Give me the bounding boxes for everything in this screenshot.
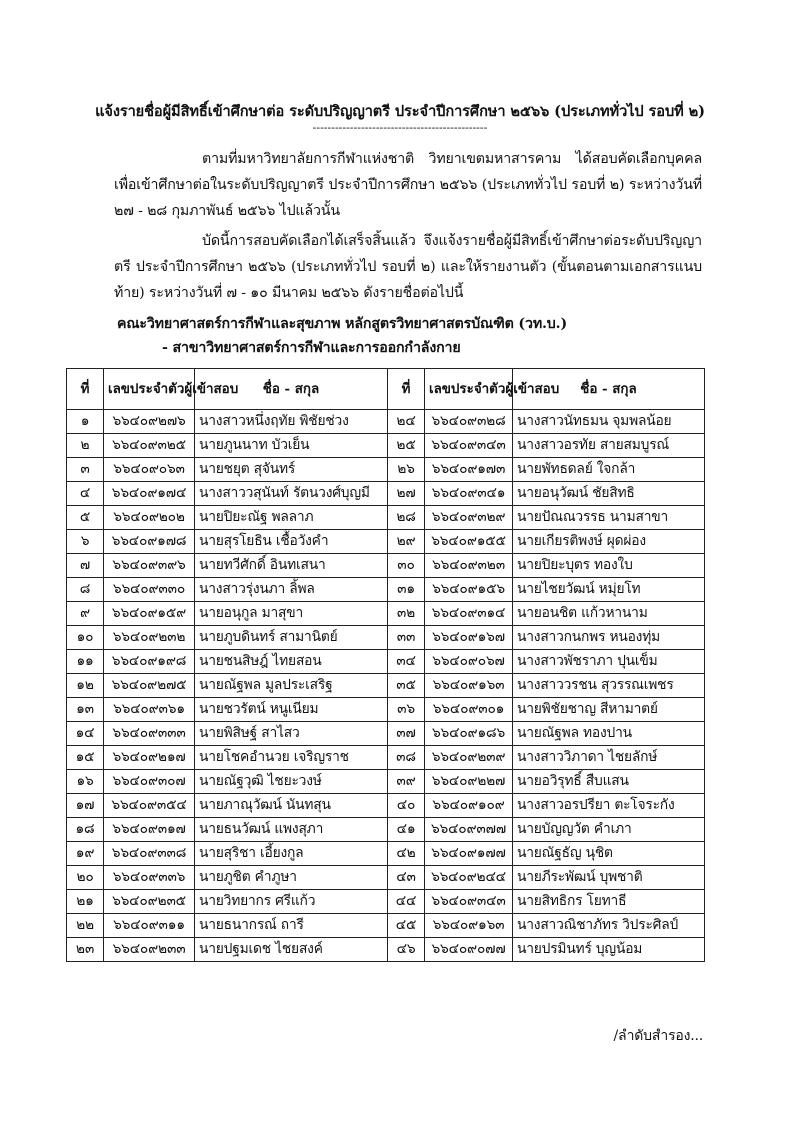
candidate-name-cell: นางสาวรุ่งนภา ลิ้พล <box>195 578 388 602</box>
exam-id-cell: ๖๖๔๐๙๓๓๓ <box>104 722 195 746</box>
row-number-cell: ๓ <box>67 458 104 482</box>
intro-paragraph-text: ตามที่มหาวิทยาลัยการกีฬาแห่งชาติ วิทยาเขตมหาสารคาม ได้สอบคัดเลือกบุคคลเพื่อเข้าศึกษาต่อในระดับปริญญาตรี ประจำปีการศึกษา ๒๕๖๖ (ประเภททั่วไป รอบที่ ๒) ระหว่างวันที่ ๒๗ - ๒๘ กุมภาพันธ์ ๒๕๖๖ ไปแล้วนั้น <box>114 151 702 219</box>
exam-id-cell: ๖๖๔๐๙๑๕๙ <box>104 602 195 626</box>
candidate-name-cell: นายโชคอำนวย เจริญราช <box>195 746 388 770</box>
exam-id-cell: ๖๖๔๐๙๓๐๑ <box>425 698 513 722</box>
row-number-cell: ๗ <box>67 554 104 578</box>
row-number-cell: ๔ <box>67 482 104 506</box>
candidate-name-cell: นายอวิรุทธิ์ สืบแสน <box>513 770 705 794</box>
candidate-name-cell: นายปิยะณัฐ พลลาภ <box>195 506 388 530</box>
exam-id-cell: ๖๖๔๐๙๑๕๕ <box>425 530 513 554</box>
table-row <box>67 410 705 434</box>
candidate-name-cell: นายสิทธิกร โยทาธี <box>513 890 705 914</box>
row-number-cell: ๑๒ <box>67 674 104 698</box>
row-number-cell: ๘ <box>67 578 104 602</box>
exam-id-cell: ๖๖๔๐๙๒๗๕ <box>104 674 195 698</box>
row-number-cell: ๒ <box>67 434 104 458</box>
candidate-name-cell: นายปรมินทร์ บุญน้อม <box>513 938 705 962</box>
exam-id-cell: ๖๖๔๐๙๓๗๗ <box>425 818 513 842</box>
continued-note: /ลำดับสำรอง... <box>613 1028 703 1044</box>
row-number-cell: ๓๘ <box>388 746 425 770</box>
table-row <box>67 434 705 458</box>
exam-id-cell: ๖๖๔๐๙๑๗๘ <box>104 530 195 554</box>
candidate-name-cell: นายสุริชา เอี้ยงกูล <box>195 842 388 866</box>
exam-id-cell: ๖๖๔๐๙๑๖๗ <box>425 626 513 650</box>
exam-id-cell: ๖๖๔๐๙๓๕๔ <box>104 794 195 818</box>
table-row <box>67 578 705 602</box>
row-number-cell: ๑๗ <box>67 794 104 818</box>
candidate-name-cell: นายณัฐธัญ นุชิต <box>513 842 705 866</box>
document-title: แจ้งรายชื่อผู้มีสิทธิ์เข้าศึกษาต่อ ระดับปริญญาตรี ประจำปีการศึกษา ๒๕๖๖ (ประเภททั่วไป รอบที่ ๒) <box>95 103 705 120</box>
row-number-cell: ๔๐ <box>388 794 425 818</box>
title-separator: ----------------------------------------------- <box>312 121 488 134</box>
exam-id-cell: ๖๖๔๐๙๑๐๙ <box>425 794 513 818</box>
exam-id-cell: ๖๖๔๐๙๑๗๓ <box>425 458 513 482</box>
row-number-cell: ๒๙ <box>388 530 425 554</box>
candidate-table <box>66 368 705 962</box>
intro-paragraph <box>114 146 702 224</box>
table-row <box>67 722 705 746</box>
row-number-cell: ๔๔ <box>388 890 425 914</box>
candidate-name-cell: นางสาวพัชราภา ปุนเข็ม <box>513 650 705 674</box>
exam-id-cell: ๖๖๔๐๙๑๖๓ <box>425 674 513 698</box>
table-row <box>67 506 705 530</box>
candidate-name-cell: นางสาวอรทัย สายสมบูรณ์ <box>513 434 705 458</box>
exam-id-cell: ๖๖๔๐๙๓๐๗ <box>104 770 195 794</box>
candidate-name-cell: นายณัฐวุฒิ ไชยะวงษ์ <box>195 770 388 794</box>
candidate-name-cell: นายทวีศักดิ์ อินทเสนา <box>195 554 388 578</box>
row-number-cell: ๑๔ <box>67 722 104 746</box>
exam-id-cell: ๖๖๔๐๙๒๓๙ <box>425 746 513 770</box>
table-row <box>67 602 705 626</box>
candidate-name-cell: นายภูนนาท บัวเย็น <box>195 434 388 458</box>
row-number-cell: ๒๔ <box>388 410 425 434</box>
announcement-paragraph <box>114 228 702 306</box>
table-row <box>67 530 705 554</box>
major-heading: - สาขาวิทยาศาสตร์การกีฬาและการออกกำลังกาย <box>162 340 461 356</box>
exam-id-cell: ๖๖๔๐๙๓๓๘ <box>104 842 195 866</box>
candidate-name-cell: นายภูบดินทร์ สามานิตย์ <box>195 626 388 650</box>
exam-id-cell: ๖๖๔๐๙๐๖๗ <box>425 650 513 674</box>
table-row <box>67 818 705 842</box>
candidate-name-cell: นายบัญญวัต คำเภา <box>513 818 705 842</box>
exam-id-cell: ๖๖๔๐๙๓๖๑ <box>104 698 195 722</box>
row-number-cell: ๒๘ <box>388 506 425 530</box>
row-number-cell: ๑๘ <box>67 818 104 842</box>
table-header-row <box>67 369 705 410</box>
exam-id-cell: ๖๖๔๐๙๐๖๓ <box>104 458 195 482</box>
exam-id-cell: ๖๖๔๐๙๑๗๔ <box>104 482 195 506</box>
row-number-cell: ๔๒ <box>388 842 425 866</box>
candidate-name-cell: นายวิทยากร ศรีแก้ว <box>195 890 388 914</box>
exam-id-cell: ๖๖๔๐๙๓๑๔ <box>425 602 513 626</box>
row-number-cell: ๒๕ <box>388 434 425 458</box>
exam-id-cell: ๖๖๔๐๙๑๘๖ <box>425 722 513 746</box>
exam-id-cell: ๖๖๔๐๙๒๓๓ <box>104 938 195 962</box>
candidate-name-cell: นายภีระพัฒน์ บุพชาติ <box>513 866 705 890</box>
exam-id-cell: ๖๖๔๐๙๓๙๖ <box>104 554 195 578</box>
row-number-cell: ๒๑ <box>67 890 104 914</box>
candidate-name-cell: นายปฐมเดช ไชยสงค์ <box>195 938 388 962</box>
table-row <box>67 842 705 866</box>
candidate-name-cell: นายธนากรณ์ ถารี <box>195 914 388 938</box>
row-number-cell: ๒๗ <box>388 482 425 506</box>
candidate-name-cell: นายพัทธดลย์ ใจกล้า <box>513 458 705 482</box>
table-row <box>67 650 705 674</box>
candidate-name-cell: นางสาววสุนันท์ รัตนวงศ์บุญมี <box>195 482 388 506</box>
candidate-name-cell: นายปัณณวรรธ นามสาขา <box>513 506 705 530</box>
row-number-cell: ๑๕ <box>67 746 104 770</box>
exam-id-cell: ๖๖๔๐๙๐๗๗ <box>425 938 513 962</box>
row-number-cell: ๒๖ <box>388 458 425 482</box>
candidate-name-cell: นายธนวัฒน์ แพงสุภา <box>195 818 388 842</box>
faculty-heading: คณะวิทยาศาสตร์การกีฬาและสุขภาพ หลักสูตรวิทยาศาสตรบัณฑิต (วท.บ.) <box>117 316 568 332</box>
row-number-cell: ๓๙ <box>388 770 425 794</box>
row-number-cell: ๑๓ <box>67 698 104 722</box>
table-row <box>67 746 705 770</box>
row-number-cell: ๓๒ <box>388 602 425 626</box>
header-id-right: เลขประจำตัวผู้เข้าสอบ <box>425 369 513 410</box>
candidate-name-cell: นางสาวกนกพร หนองทุ่ม <box>513 626 705 650</box>
exam-id-cell: ๖๖๔๐๙๒๗๖ <box>104 410 195 434</box>
row-number-cell: ๒๒ <box>67 914 104 938</box>
exam-id-cell: ๖๖๔๐๙๒๐๒ <box>104 506 195 530</box>
exam-id-cell: ๖๖๔๐๙๓๒๕ <box>104 434 195 458</box>
exam-id-cell: ๖๖๔๐๙๓๔๑ <box>425 482 513 506</box>
exam-id-cell: ๖๖๔๐๙๒๑๗ <box>104 746 195 770</box>
candidate-name-cell: นางสาววรชน สุวรรณเพชร <box>513 674 705 698</box>
candidate-name-cell: นายเกียรติพงษ์ ผุดผ่อง <box>513 530 705 554</box>
table-row <box>67 482 705 506</box>
row-number-cell: ๑ <box>67 410 104 434</box>
row-number-cell: ๖ <box>67 530 104 554</box>
row-number-cell: ๔๕ <box>388 914 425 938</box>
table-row <box>67 554 705 578</box>
row-number-cell: ๓๗ <box>388 722 425 746</box>
candidate-name-cell: นายพิสิษฐ์ สาไสว <box>195 722 388 746</box>
candidate-name-cell: นายอนชิต แก้วหานาม <box>513 602 705 626</box>
table-row <box>67 938 705 962</box>
table-row <box>67 914 705 938</box>
row-number-cell: ๑๐ <box>67 626 104 650</box>
table-row <box>67 458 705 482</box>
exam-id-cell: ๖๖๔๐๙๑๕๖ <box>425 578 513 602</box>
candidate-name-cell: นายปิยะบุตร ทองใบ <box>513 554 705 578</box>
table-row <box>67 626 705 650</box>
candidate-name-cell: นายณัฐพล ทองปาน <box>513 722 705 746</box>
candidate-name-cell: นางสาววิภาดา ไชยลักษ์ <box>513 746 705 770</box>
candidate-name-cell: นายอนุกูล มาสุขา <box>195 602 388 626</box>
exam-id-cell: ๖๖๔๐๙๓๓๖ <box>104 866 195 890</box>
exam-id-cell: ๖๖๔๐๙๓๔๓ <box>425 890 513 914</box>
announcement-paragraph-text: บัดนี้การสอบคัดเลือกได้เสร็จสิ้นแล้ว จึงแจ้งรายชื่อผู้มีสิทธิ์เข้าศึกษาต่อระดับปริญญาตรี ประจำปีการศึกษา ๒๕๖๖ (ประเภททั่วไป รอบที่ ๒) และให้รายงานตัว (ขั้นตอนตามเอกสารแนบท้าย) ระหว่างวันที่ ๗ - ๑๐ มีนาคม ๒๕๖๖ ดังรายชื่อต่อไปนี้ <box>114 233 702 301</box>
candidate-name-cell: นายชนสิษฎ์ ไทยสอน <box>195 650 388 674</box>
row-number-cell: ๒๐ <box>67 866 104 890</box>
row-number-cell: ๓๓ <box>388 626 425 650</box>
candidate-name-cell: นายพิชัยชาญ สีหามาตย์ <box>513 698 705 722</box>
candidate-name-cell: นายอนุวัฒน์ ชัยสิทธิ <box>513 482 705 506</box>
table-row <box>67 698 705 722</box>
row-number-cell: ๔๓ <box>388 866 425 890</box>
candidate-name-cell: นายไชยวัฒน์ หมุ่ยโท <box>513 578 705 602</box>
exam-id-cell: ๖๖๔๐๙๑๙๘ <box>104 650 195 674</box>
exam-id-cell: ๖๖๔๐๙๓๑๗ <box>104 818 195 842</box>
candidate-name-cell: นายสุรโยธิน เชื้อวังคำ <box>195 530 388 554</box>
row-number-cell: ๓๖ <box>388 698 425 722</box>
row-number-cell: ๕ <box>67 506 104 530</box>
row-number-cell: ๓๕ <box>388 674 425 698</box>
table-row <box>67 794 705 818</box>
exam-id-cell: ๖๖๔๐๙๑๖๓ <box>425 914 513 938</box>
exam-id-cell: ๖๖๔๐๙๓๑๑ <box>104 914 195 938</box>
header-name-left: ชื่อ - สกุล <box>195 369 388 410</box>
candidate-name-cell: นางสาวนัทธมน จุมพลน้อย <box>513 410 705 434</box>
row-number-cell: ๓๐ <box>388 554 425 578</box>
exam-id-cell: ๖๖๔๐๙๓๔๓ <box>425 434 513 458</box>
header-no-right: ที่ <box>388 369 425 410</box>
exam-id-cell: ๖๖๔๐๙๒๓๒ <box>104 626 195 650</box>
table-row <box>67 890 705 914</box>
table-row <box>67 770 705 794</box>
row-number-cell: ๔๑ <box>388 818 425 842</box>
exam-id-cell: ๖๖๔๐๙๓๒๙ <box>425 506 513 530</box>
candidate-name-cell: นายชยุต สุจันทร์ <box>195 458 388 482</box>
table-row <box>67 674 705 698</box>
table-body <box>67 410 705 962</box>
candidate-name-cell: นายภาณุวัฒน์ นันทสุน <box>195 794 388 818</box>
header-id-left: เลขประจำตัวผู้เข้าสอบ <box>104 369 195 410</box>
candidate-name-cell: นายภูชิต คำภูษา <box>195 866 388 890</box>
exam-id-cell: ๖๖๔๐๙๒๔๔ <box>425 866 513 890</box>
exam-id-cell: ๖๖๔๐๙๒๒๗ <box>425 770 513 794</box>
header-no-left: ที่ <box>67 369 104 410</box>
row-number-cell: ๙ <box>67 602 104 626</box>
header-name-right: ชื่อ - สกุล <box>513 369 705 410</box>
row-number-cell: ๔๖ <box>388 938 425 962</box>
candidate-name-cell: นายชวรัตน์ หนูเนียม <box>195 698 388 722</box>
exam-id-cell: ๖๖๔๐๙๒๓๕ <box>104 890 195 914</box>
row-number-cell: ๑๑ <box>67 650 104 674</box>
candidate-name-cell: นางสาวหนึ่งฤทัย พิชัยช่วง <box>195 410 388 434</box>
row-number-cell: ๒๓ <box>67 938 104 962</box>
candidate-name-cell: นายณัฐพล มูลประเสริฐ <box>195 674 388 698</box>
candidate-name-cell: นางสาวณิชาภัทร วิประศิลป์ <box>513 914 705 938</box>
exam-id-cell: ๖๖๔๐๙๓๒๓ <box>425 554 513 578</box>
row-number-cell: ๓๔ <box>388 650 425 674</box>
table-row <box>67 866 705 890</box>
exam-id-cell: ๖๖๔๐๙๓๓๐ <box>104 578 195 602</box>
exam-id-cell: ๖๖๔๐๙๑๗๗ <box>425 842 513 866</box>
row-number-cell: ๑๖ <box>67 770 104 794</box>
exam-id-cell: ๖๖๔๐๙๓๒๘ <box>425 410 513 434</box>
row-number-cell: ๓๑ <box>388 578 425 602</box>
candidate-name-cell: นางสาวอรปรียา ตะโจระกัง <box>513 794 705 818</box>
row-number-cell: ๑๙ <box>67 842 104 866</box>
